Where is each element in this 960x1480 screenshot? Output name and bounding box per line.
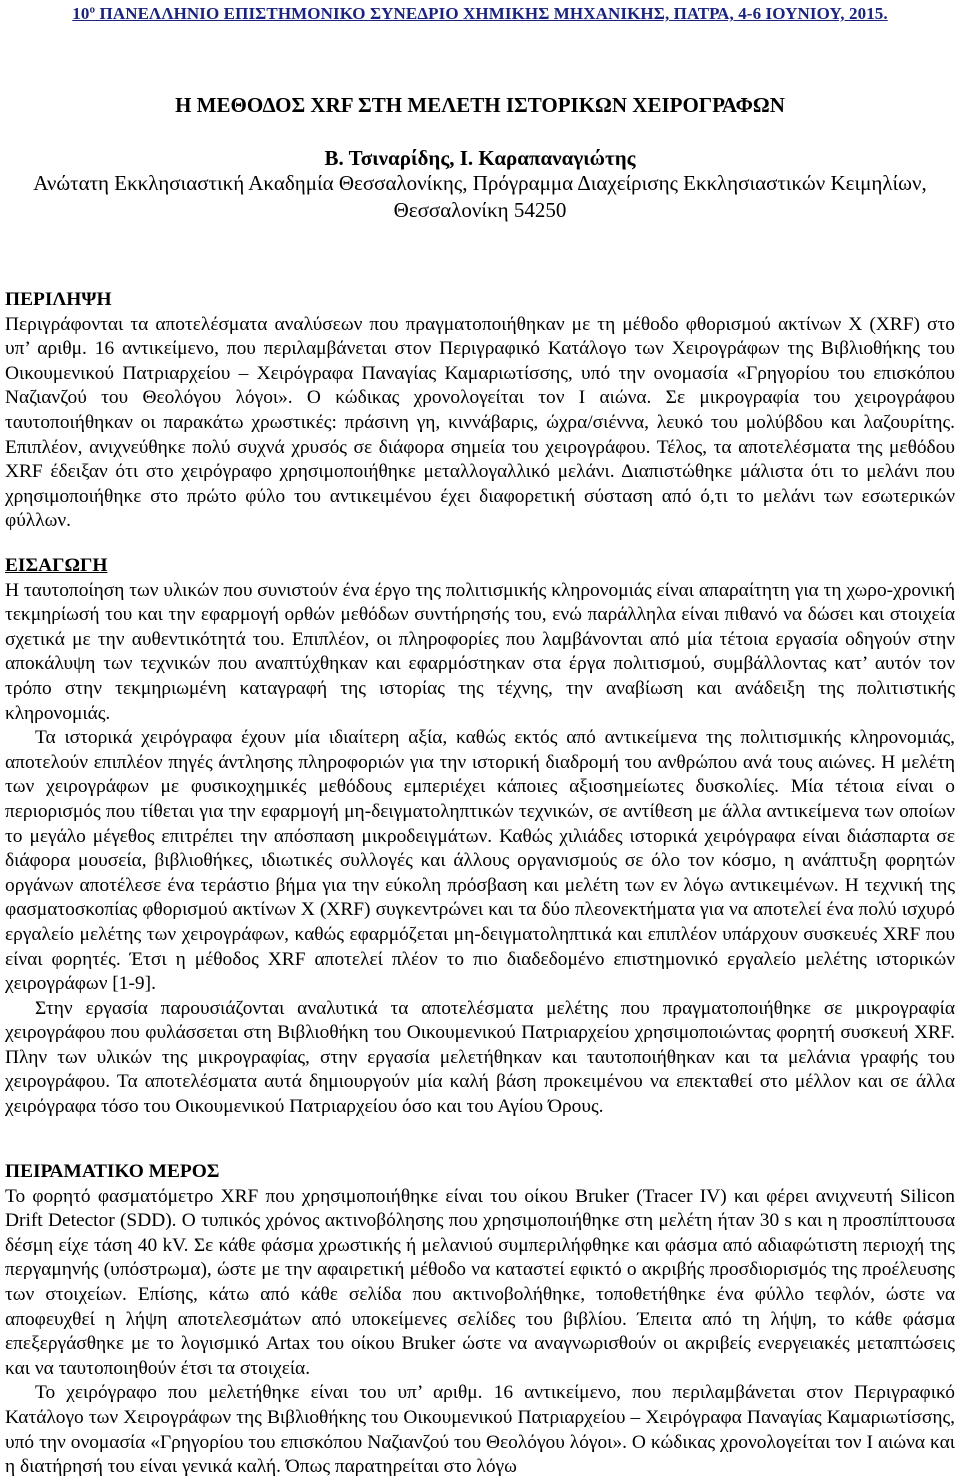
affiliation-line-1: Ανώτατη Εκκλησιαστική Ακαδημία Θεσσαλονίκης, Πρόγραμμα Διαχείρισης Εκκλησιαστικών Κειμηλίων,	[33, 171, 927, 195]
affiliation-line-2: Θεσσαλονίκη 54250	[393, 198, 567, 222]
abstract-heading: ΠΕΡΙΛΗΨΗ	[5, 289, 112, 310]
intro-paragraph-1: Η ταυτοποίηση των υλικών που συνιστούν ένα έργο της πολιτισμικής κληρονομιάς είναι απαραίτητη για τη χωρο-χρονική τεκμηρίωσή του και την εφαρμογή ορθών μεθόδων συντήρησής του, ενώ παράλληλα είναι πιθανό να δώσει και στοιχεία σχετικά με την αυθεντικότητά του. Επιπλέον, οι πληροφορίες που λαμβάνονται από μία τέτοια εργασία οδηγούν στην αποκάλυψη των τεχνικών που αναπτύχθηκαν και εφαρμόστηκαν στα έργα πολιτισμού, συμβάλλοντας κατ’ αυτόν τον τρόπο στην τεκμηριωμένη καταγραφή της ιστορίας της τέχνης, την αναβίωση και ανάδειξη της πολιτιστικής κληρονομιάς.	[5, 579, 955, 724]
experimental-heading: ΠΕΙΡΑΜΑΤΙΚΟ ΜΕΡΟΣ	[5, 1161, 220, 1182]
abstract-section	[5, 288, 955, 534]
abstract-text: Περιγράφονται τα αποτελέσματα αναλύσεων που πραγματοποιήθηκαν με τη μέθοδο φθορισμού ακτίνων X (XRF) στο υπ’ αριθμ. 16 αντικείμενο, που περιλαμβάνεται στον Περιγραφικό Κατάλογο των Χειρογράφων της Βιβλιοθήκης του Οικουμενικού Πατριαρχείου – Χειρόγραφα Παναγίας Καμαριωτίσσης, υπό την ονομασία «Γρηγορίου του επισκόπου Ναζιανζού του Θεολόγου λόγοι». Ο κώδικας χρονολογείται τον Ι αιώνα. Σε μικρογραφία του χειρογράφου ταυτοποιήθηκαν οι παρακάτω χρωστικές: πράσινη γη, κιννάβαρις, ώχρα/σιέννα, λευκό του μολύβδου και λαζουρίτης. Επιπλέον, ανιχνεύθηκε πολύ συχνά χρυσός σε διάφορα σημεία του χειρογράφου. Τέλος, τα αποτελέσματα της μεθόδου XRF έδειξαν ότι στο χειρόγραφο χρησιμοποιήθηκε μεταλλογαλλικό μελάνι. Διαπιστώθηκε μάλιστα ότι το μελάνι που χρησιμοποιήθηκε στο πρώτο φύλο του αντικειμένου έχει διαφορετική σύσταση από ό,τι το μελάνι των εσωτερικών φύλλων.	[5, 313, 955, 532]
intro-paragraph-2: Τα ιστορικά χειρόγραφα έχουν μία ιδιαίτερη αξία, καθώς εκτός από αντικείμενα της πολιτισμικής κληρονομιάς, αποτελούν επιπλέον πηγές άντλησης πληροφοριών για την ιστορική διαδρομή του ανθρώπου ανά τους αιώνες. Η μελέτη των χειρογράφων με φυσικοχημικές μεθόδους εμπεριέχει κάποιες αξιοσημείωτες δυσκολίες. Μία τέτοια είναι ο περιορισμός που τίθεται για την εφαρμογή μη-δειγματοληπτικών τεχνικών, σε αντίθεση με άλλα αντικείμενα των οποίων το μεγάλο μέγεθος επιτρέπει την απόσπαση μικροδειγμάτων. Καθώς χιλιάδες ιστορικά χειρόγραφα είναι διάσπαρτα σε διάφορα μουσεία, βιβλιοθήκες, ιδιωτικές συλλογές και άλλους οργανισμούς σε όλο τον κόσμο, η ανάπτυξη φορητών οργάνων αποτέλεσε ένα τεράστιο βήμα για την εύκολη πρόσβαση και μελέτη των εν λόγω αντικειμένων. Η τεχνική της φασματοσκοπίας φθορισμού ακτίνων X (XRF) συγκεντρώνει και τα δύο πλεονεκτήματα για να αποτελεί ένα πολύ ισχυρό εργαλείο μελέτης των χειρογράφων, καθώς εφαρμόζεται μη-δειγματοληπτικά και επιπλέον υπάρχουν συσκευές XRF που είναι φορητές. Έτσι η μέθοδος XRF αποτελεί πλέον το πιο διαδεδομένο επιστημονικό εργαλείο μελέτης ιστορικών χειρογράφων [1-9].	[5, 727, 955, 995]
conference-header: 10º ΠΑΝΕΛΛΗΝΙΟ ΕΠΙΣΤΗΜΟΝΙΚΟ ΣΥΝΕΔΡΙΟ ΧΗΜΙΚΗΣ ΜΗΧΑΝΙΚΗΣ, ΠΑΤΡΑ, 4-6 ΙΟΥΝΙΟΥ, 2015.	[72, 4, 888, 23]
intro-paragraph-3: Στην εργασία παρουσιάζονται αναλυτικά τα αποτελέσματα μελέτης που πραγματοποιήθηκε σε μικρογραφία χειρογράφου που φυλάσσεται στη Βιβλιοθήκη του Οικουμενικού Πατριαρχείου χρησιμοποιώντας φορητή συσκευή XRF. Πλην των υλικών της μικρογραφίας, στην εργασία μελετήθηκαν και ταυτοποιήθηκαν και τα μελάνια γραφής του χειρογράφου. Τα αποτελέσματα αυτά δημιουργούν μία καλή βάση προκειμένου να επεκταθεί στο μέλλον και σε άλλα χειρόγραφα τόσο του Οικουμενικού Πατριαρχείου όσο και του Αγίου Όρους.	[5, 997, 955, 1118]
title-block	[0, 92, 960, 118]
introduction-heading: ΕΙΣΑΓΩΓΗ	[5, 555, 108, 576]
paper-title: Η ΜΕΘΟΔΟΣ XRF ΣΤΗ ΜΕΛΕΤΗ ΙΣΤΟΡΙΚΩΝ ΧΕΙΡΟΓΡΑΦΩΝ	[175, 93, 785, 117]
authors: Β. Τσιναρίδης, Ι. Καραπαναγιώτης	[324, 146, 636, 170]
affiliation	[0, 170, 960, 224]
experimental-paragraph-2: Το χειρόγραφο που μελετήθηκε είναι του υπ’ αριθμ. 16 αντικείμενο, που περιλαμβάνεται στον Περιγραφικό Κατάλογο των Χειρογράφων της Βιβλιοθήκης του Οικουμενικού Πατριαρχείου – Χειρόγραφα Παναγίας Καμαριωτίσσης, υπό την ονομασία «Γρηγορίου του επισκόπου Ναζιανζού του Θεολόγου λόγοι». Ο κώδικας χρονολογείται τον Ι αιώνα και η διατήρησή του είναι γενικά καλή. Όπως παρατηρείται στο λόγω	[5, 1382, 955, 1478]
introduction-section	[5, 554, 955, 1120]
experimental-section	[5, 1160, 955, 1480]
experimental-paragraph-1: Το φορητό φασματόμετρο XRF που χρησιμοποιήθηκε είναι του οίκου Bruker (Tracer IV) και φέρει ανιχνευτή Silicon Drift Detector (SDD). Ο τυπικός χρόνος ακτινοβόλησης που χρησιμοποιήθηκε στη μελέτη ήταν 30 s και η προσπίπτουσα δέσμη είχε τάση 40 kV. Σε κάθε φάσμα χρωστικής ή μελανιού συμπεριλήφθηκε και φάσμα από αδιαφώτιστη περιοχή της περγαμηνής (υπόστρωμα), ώστε με την αφαιρετική μέθοδο να καταστεί εφικτό ο ακριβής προσδιορισμός της προέλευσης των στοιχείων. Επίσης, κάτω από κάθε σελίδα που ακτινοβολήθηκε, τοποθετήθηκε ένα φύλλο τεφλόν, ώστε να αποφευχθεί η λήψη αποτελεσμάτων από υποκείμενες σελίδες του βιβλίου. Έπειτα από τη λήψη, το κάθε φάσμα επεξεργάσθηκε με το λογισμικό Artax του οίκου Bruker ώστε να αναγνωρισθούν οι ακριβείς ενεργειακές μεταπτώσεις και να ταυτοποιηθούν έτσι τα στοιχεία.	[5, 1185, 955, 1379]
